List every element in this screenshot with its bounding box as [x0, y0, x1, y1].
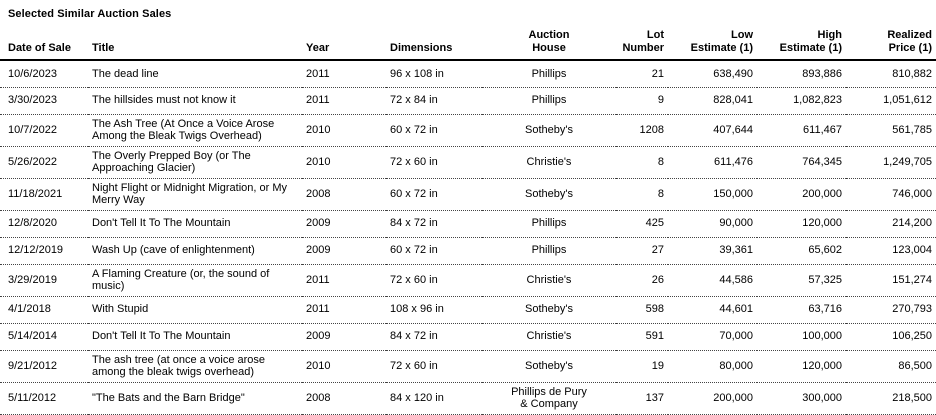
title-text: "The Bats and the Barn Bridge": [92, 391, 245, 404]
cell-dimensions: 60 x 72 in: [386, 178, 482, 210]
cell-date: 3/30/2023: [0, 87, 88, 114]
cell-realized-price: 561,785: [846, 114, 936, 146]
cell-high-estimate: 120,000: [757, 350, 846, 382]
header-label-line2: Estimate (1): [690, 42, 753, 54]
cell-date: 12/8/2020: [0, 210, 88, 237]
header-title: [88, 27, 302, 60]
cell-auction-house: [482, 264, 616, 296]
cell-year: 2010: [302, 146, 386, 178]
cell-year: 2011: [302, 87, 386, 114]
title-text: The dead line: [92, 67, 159, 80]
cell-title: [88, 60, 302, 87]
cell-date: 10/6/2023: [0, 60, 88, 87]
header-lot-number: [616, 27, 668, 60]
cell-high-estimate: 63,716: [757, 296, 846, 323]
cell-auction-house: [482, 350, 616, 382]
cell-year: 2011: [302, 264, 386, 296]
header-label: Year: [306, 42, 330, 54]
cell-year: 2009: [302, 237, 386, 264]
cell-low-estimate: 638,490: [668, 60, 757, 87]
cell-dimensions: 72 x 60 in: [386, 146, 482, 178]
cell-realized-price: 214,200: [846, 210, 936, 237]
cell-title: [88, 87, 302, 114]
cell-auction-house: [482, 323, 616, 350]
table-row: [0, 350, 936, 382]
cell-auction-house: [482, 60, 616, 87]
cell-high-estimate: 893,886: [757, 60, 846, 87]
cell-lot-number: 8: [616, 146, 668, 178]
auction-house-text: Christie's: [526, 155, 572, 168]
cell-date: 5/26/2022: [0, 146, 88, 178]
cell-high-estimate: 120,000: [757, 210, 846, 237]
table-row: [0, 382, 936, 414]
header-label-line2: Price (1): [888, 42, 932, 54]
cell-lot-number: 8: [616, 178, 668, 210]
auction-house-text: Phillips: [531, 217, 567, 230]
cell-date: 3/29/2019: [0, 264, 88, 296]
cell-date: 5/11/2012: [0, 382, 88, 414]
cell-title: [88, 350, 302, 382]
auction-house-text: Sotheby's: [525, 359, 573, 372]
cell-auction-house: [482, 210, 616, 237]
cell-title: [88, 237, 302, 264]
cell-title: [88, 146, 302, 178]
cell-date: 10/7/2022: [0, 114, 88, 146]
title-text: The Overly Prepped Boy (or The Approaching Glacier): [92, 149, 251, 174]
cell-realized-price: 106,250: [846, 323, 936, 350]
cell-low-estimate: 70,000: [668, 323, 757, 350]
auction-house-text: Sotheby's: [525, 123, 573, 136]
cell-low-estimate: 44,586: [668, 264, 757, 296]
cell-auction-house: [482, 87, 616, 114]
cell-high-estimate: 65,602: [757, 237, 846, 264]
table-row: [0, 178, 936, 210]
cell-high-estimate: 100,000: [757, 323, 846, 350]
cell-low-estimate: 39,361: [668, 237, 757, 264]
cell-high-estimate: 57,325: [757, 264, 846, 296]
cell-title: [88, 114, 302, 146]
cell-year: 2011: [302, 296, 386, 323]
cell-high-estimate: 1,082,823: [757, 87, 846, 114]
cell-lot-number: 9: [616, 87, 668, 114]
header-realized-price: [846, 27, 936, 60]
header-auction-house: [482, 27, 616, 60]
auction-house-text: Phillips: [531, 94, 567, 107]
title-text: With Stupid: [92, 303, 149, 316]
cell-auction-house: [482, 382, 616, 414]
cell-realized-price: 123,004: [846, 237, 936, 264]
cell-auction-house: [482, 146, 616, 178]
cell-auction-house: [482, 178, 616, 210]
cell-dimensions: 84 x 72 in: [386, 323, 482, 350]
cell-date: 5/14/2014: [0, 323, 88, 350]
auction-house-text: Phillips: [531, 67, 567, 80]
table-row: [0, 237, 936, 264]
cell-year: 2010: [302, 350, 386, 382]
cell-year: 2009: [302, 323, 386, 350]
table-row: [0, 87, 936, 114]
title-text: A Flaming Creature (or, the sound of music): [92, 267, 270, 292]
cell-lot-number: 137: [616, 382, 668, 414]
header-label-line2: Number: [622, 42, 664, 54]
cell-dimensions: 72 x 60 in: [386, 350, 482, 382]
cell-realized-price: 810,882: [846, 60, 936, 87]
cell-lot-number: 591: [616, 323, 668, 350]
cell-realized-price: 1,051,612: [846, 87, 936, 114]
cell-dimensions: 84 x 72 in: [386, 210, 482, 237]
cell-lot-number: 598: [616, 296, 668, 323]
cell-title: [88, 323, 302, 350]
table-row: [0, 264, 936, 296]
cell-year: 2011: [302, 60, 386, 87]
cell-dimensions: 108 x 96 in: [386, 296, 482, 323]
auction-house-text: Christie's: [526, 273, 572, 286]
cell-title: [88, 264, 302, 296]
cell-realized-price: 86,500: [846, 350, 936, 382]
header-high-estimate: [757, 27, 846, 60]
page-title: Selected Similar Auction Sales: [8, 8, 172, 20]
cell-date: 11/18/2021: [0, 178, 88, 210]
cell-lot-number: 27: [616, 237, 668, 264]
table-row: [0, 296, 936, 323]
cell-dimensions: 72 x 60 in: [386, 264, 482, 296]
cell-high-estimate: 764,345: [757, 146, 846, 178]
cell-low-estimate: 44,601: [668, 296, 757, 323]
cell-auction-house: [482, 237, 616, 264]
header-low-estimate: [668, 27, 757, 60]
cell-high-estimate: 611,467: [757, 114, 846, 146]
cell-title: [88, 296, 302, 323]
cell-date: 4/1/2018: [0, 296, 88, 323]
cell-lot-number: 425: [616, 210, 668, 237]
header-row: [0, 27, 936, 60]
header-label: Date of Sale: [8, 42, 71, 54]
cell-title: [88, 382, 302, 414]
title-text: The ash tree (at once a voice arose among the bleak twigs overhead): [92, 353, 266, 378]
cell-dimensions: 96 x 108 in: [386, 60, 482, 87]
title-text: Don't Tell It To The Mountain: [92, 217, 231, 230]
header-label-line1: Low: [731, 29, 753, 41]
cell-realized-price: 746,000: [846, 178, 936, 210]
cell-year: 2010: [302, 114, 386, 146]
cell-realized-price: 151,274: [846, 264, 936, 296]
cell-date: 9/21/2012: [0, 350, 88, 382]
header-label-line1: Auction: [528, 29, 570, 41]
cell-low-estimate: 150,000: [668, 178, 757, 210]
cell-dimensions: 84 x 120 in: [386, 382, 482, 414]
cell-high-estimate: 200,000: [757, 178, 846, 210]
cell-low-estimate: 80,000: [668, 350, 757, 382]
title-text: Wash Up (cave of enlightenment): [92, 244, 255, 257]
cell-realized-price: 218,500: [846, 382, 936, 414]
cell-dimensions: 60 x 72 in: [386, 114, 482, 146]
header-label-line1: High: [817, 29, 842, 41]
table-header: [0, 27, 936, 60]
table-body: [0, 60, 936, 414]
cell-low-estimate: 200,000: [668, 382, 757, 414]
cell-dimensions: 60 x 72 in: [386, 237, 482, 264]
cell-high-estimate: 300,000: [757, 382, 846, 414]
header-label: Dimensions: [390, 42, 453, 54]
title-text: Don't Tell It To The Mountain: [92, 330, 231, 343]
table-row: [0, 60, 936, 87]
header-label-line1: Realized: [887, 29, 932, 41]
header-date-of-sale: [0, 27, 88, 60]
auction-house-text: Phillips: [531, 244, 567, 257]
cell-title: [88, 178, 302, 210]
title-text: The Ash Tree (At Once a Voice Arose Among the Bleak Twigs Overhead): [92, 117, 275, 142]
cell-date: 12/12/2019: [0, 237, 88, 264]
table-row: [0, 210, 936, 237]
cell-auction-house: [482, 114, 616, 146]
auction-house-text: Phillips de Pury & Company: [511, 385, 587, 410]
cell-lot-number: 26: [616, 264, 668, 296]
cell-lot-number: 19: [616, 350, 668, 382]
cell-low-estimate: 407,644: [668, 114, 757, 146]
cell-realized-price: 270,793: [846, 296, 936, 323]
header-label-line1: Lot: [646, 29, 664, 41]
header-label-line2: Estimate (1): [779, 42, 842, 54]
cell-auction-house: [482, 296, 616, 323]
cell-realized-price: 1,249,705: [846, 146, 936, 178]
auction-house-text: Sotheby's: [525, 303, 573, 316]
cell-year: 2008: [302, 382, 386, 414]
cell-low-estimate: 611,476: [668, 146, 757, 178]
header-label-line2: House: [532, 42, 566, 54]
header-label: Title: [92, 42, 115, 54]
table-row: [0, 146, 936, 178]
cell-year: 2008: [302, 178, 386, 210]
cell-low-estimate: 828,041: [668, 87, 757, 114]
cell-low-estimate: 90,000: [668, 210, 757, 237]
cell-lot-number: 21: [616, 60, 668, 87]
cell-dimensions: 72 x 84 in: [386, 87, 482, 114]
cell-title: [88, 210, 302, 237]
cell-year: 2009: [302, 210, 386, 237]
header-year: [302, 27, 386, 60]
title-text: The hillsides must not know it: [92, 94, 236, 107]
table-row: [0, 114, 936, 146]
table-row: [0, 323, 936, 350]
auction-house-text: Sotheby's: [525, 187, 573, 200]
title-text: Night Flight or Midnight Migration, or My Merry Way: [92, 181, 288, 206]
header-dimensions: [386, 27, 482, 60]
cell-lot-number: 1208: [616, 114, 668, 146]
auction-sales-table: [0, 27, 936, 415]
auction-house-text: Christie's: [526, 330, 572, 343]
